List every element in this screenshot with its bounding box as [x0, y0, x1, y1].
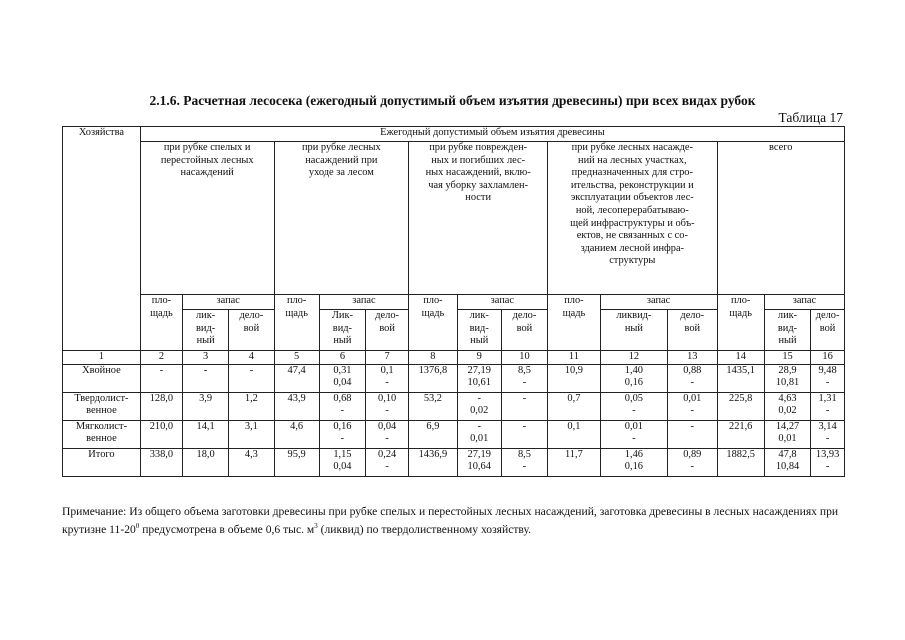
- column-number: 10: [501, 351, 547, 365]
- cell-line: ный: [333, 335, 352, 347]
- cell-line: 0,16: [624, 377, 643, 389]
- data-cell: [764, 392, 810, 420]
- cell-line: всего: [769, 142, 793, 153]
- category-header-2: [274, 142, 409, 295]
- cell-line: Хвойное: [82, 364, 121, 376]
- data-cell: [668, 364, 717, 392]
- cell-line: 18,0: [196, 448, 215, 460]
- stock-header-3: запас: [457, 295, 548, 310]
- cell-line: 128,0: [149, 392, 174, 404]
- cell-line: 0,04: [333, 377, 352, 389]
- data-cell: [409, 448, 457, 476]
- column-number: 5: [274, 351, 319, 365]
- cell-line: 0,68: [333, 392, 352, 404]
- footnote-text-2: предусмотрена в объеме 0,6 тыс. м: [139, 522, 315, 536]
- cell-line: при рубке спелых и: [163, 142, 251, 153]
- data-cell: [409, 420, 457, 448]
- cell-line: 3,14: [818, 420, 837, 432]
- data-cell: [182, 448, 228, 476]
- header-row-area-stock: [63, 295, 845, 310]
- data-cell: [140, 392, 182, 420]
- cell-line: 0,05: [624, 392, 643, 404]
- stock-header-1: запас: [182, 295, 274, 310]
- cell-line: Твердолист-: [74, 392, 129, 404]
- footnote-text-1: Примечание: Из общего объема заготовки древесины при рубке спелых и перестойных лесных насаждений, заготовка древесины в лесных насаждениях при крутизне 11-20: [62, 505, 839, 536]
- cell-line: 1,46: [624, 448, 643, 460]
- data-cell: [274, 420, 319, 448]
- cell-line: 0,02: [470, 405, 489, 417]
- data-cell: [668, 420, 717, 448]
- data-cell: [717, 364, 764, 392]
- column-number: 11: [548, 351, 601, 365]
- cell-line: ний на лесных участках,: [578, 154, 687, 166]
- data-cell: [182, 364, 228, 392]
- cell-line: ный: [624, 322, 643, 334]
- cell-line: 6,9: [426, 420, 440, 432]
- cell-line: -: [340, 405, 345, 417]
- cell-line: 0,88: [683, 364, 702, 376]
- data-cell: [274, 364, 319, 392]
- data-cell: [140, 420, 182, 448]
- cell-line: пло-: [730, 295, 751, 306]
- data-cell: [182, 420, 228, 448]
- cell-line: щадь: [562, 307, 586, 319]
- cell-line: -: [477, 392, 481, 404]
- data-cell: [811, 364, 845, 392]
- cell-line: уходе за лесом: [308, 167, 374, 179]
- table-footnote: [62, 504, 852, 537]
- data-cell: [717, 392, 764, 420]
- data-cell: [457, 392, 501, 420]
- data-cell: [366, 392, 409, 420]
- cell-line: предназначенных для стро-: [571, 167, 693, 179]
- header-row-categories: [63, 142, 845, 295]
- cell-line: вид-: [196, 322, 216, 334]
- data-cell: [457, 420, 501, 448]
- data-cell: [548, 420, 601, 448]
- cell-line: лик-: [195, 310, 216, 321]
- data-cell: [501, 420, 547, 448]
- category-header-3: [409, 142, 548, 295]
- cell-line: 0,1: [380, 364, 394, 376]
- cell-line: 10,64: [467, 461, 491, 473]
- liquid-header-1: [182, 310, 228, 351]
- cell-line: пло-: [423, 295, 443, 306]
- column-number: 2: [140, 351, 182, 365]
- cell-line: ектов, не связанных с со-: [576, 230, 688, 242]
- cell-line: 0,89: [683, 448, 702, 460]
- data-cell: [366, 364, 409, 392]
- cell-line: 14,27: [775, 420, 800, 432]
- data-cell: [319, 448, 365, 476]
- cell-line: -: [385, 405, 389, 417]
- data-cell: [501, 448, 547, 476]
- cell-line: 11,7: [565, 448, 583, 460]
- data-cell: [600, 392, 667, 420]
- table-row: [63, 448, 845, 476]
- table-row: [63, 420, 845, 448]
- row-label: [63, 448, 141, 476]
- cell-line: чая уборку захламлен-: [428, 179, 529, 191]
- cell-line: -: [522, 377, 527, 389]
- cell-line: структуры: [609, 255, 656, 267]
- table-row: [63, 392, 845, 420]
- data-cell: [717, 448, 764, 476]
- area-header-2: [274, 295, 319, 351]
- column-number: 1: [63, 351, 141, 365]
- data-cell: [764, 420, 810, 448]
- cell-line: дело-: [239, 310, 264, 321]
- cell-line: 0,24: [378, 448, 397, 460]
- data-cell: [140, 364, 182, 392]
- row-label: [63, 392, 141, 420]
- cell-line: -: [825, 377, 830, 389]
- cell-line: 221,6: [729, 420, 753, 432]
- data-cell: [600, 364, 667, 392]
- data-cell: [229, 364, 274, 392]
- cell-line: -: [690, 461, 695, 473]
- cell-line: щей инфраструктуры и объ-: [570, 217, 695, 229]
- cell-line: 0,01: [683, 392, 702, 404]
- cell-line: 13,93: [815, 448, 840, 460]
- data-cell: [409, 392, 457, 420]
- cell-line: 4,63: [778, 392, 797, 404]
- cell-line: вид-: [777, 322, 798, 334]
- cell-line: ный: [778, 335, 797, 347]
- cell-line: дело-: [680, 310, 705, 321]
- cell-line: вид-: [469, 322, 489, 334]
- cell-line: ный: [470, 335, 489, 347]
- column-number: 16: [811, 351, 845, 365]
- cell-line: -: [522, 420, 527, 432]
- commercial-header-4: [668, 310, 717, 351]
- cell-line: -: [825, 433, 830, 445]
- cell-line: лик-: [469, 310, 489, 321]
- header-main: Ежегодный допустимый объем изъятия древесины: [140, 127, 844, 142]
- data-cell: [668, 392, 717, 420]
- cell-line: -: [632, 405, 636, 417]
- column-number: 4: [229, 351, 274, 365]
- cell-line: 28,9: [778, 364, 797, 376]
- cell-line: 1435,1: [726, 364, 755, 376]
- data-cell: [548, 392, 601, 420]
- cell-line: насаждений: [180, 167, 234, 179]
- column-number: 9: [457, 351, 501, 365]
- cell-line: пло-: [564, 295, 584, 306]
- data-cell: [140, 448, 182, 476]
- cell-line: зданием лесной инфра-: [580, 242, 685, 254]
- liquid-header-3: [457, 310, 501, 351]
- data-cell: [764, 364, 810, 392]
- commercial-header-3: [501, 310, 547, 351]
- cell-line: 8,5: [517, 364, 531, 376]
- cell-line: дело-: [375, 310, 399, 321]
- cell-line: 47,4: [287, 364, 306, 376]
- cell-line: -: [690, 377, 695, 389]
- cell-line: при рубке поврежден-: [429, 142, 528, 153]
- cell-line: щадь: [729, 307, 753, 319]
- data-cell: [717, 420, 764, 448]
- cell-line: пло-: [151, 295, 172, 306]
- commercial-header-2: [366, 310, 409, 351]
- cell-line: 0,04: [378, 420, 397, 432]
- cell-line: 210,0: [149, 420, 174, 432]
- data-cell: [409, 364, 457, 392]
- cell-line: 4,6: [290, 420, 304, 432]
- stock-header-5: запас: [764, 295, 844, 310]
- data-cell: [501, 392, 547, 420]
- cell-line: -: [632, 433, 636, 445]
- cell-line: -: [385, 377, 389, 389]
- footnote-degree-sup: 0: [135, 522, 140, 530]
- cell-line: 3,9: [199, 392, 213, 404]
- cell-line: Лик-: [331, 310, 353, 321]
- column-number: 7: [366, 351, 409, 365]
- category-header-4: [548, 142, 717, 295]
- data-cell: [366, 448, 409, 476]
- cell-line: 0,1: [567, 420, 581, 432]
- column-number: 14: [717, 351, 764, 365]
- cell-line: вой: [379, 322, 395, 334]
- cell-line: эксплуатации объектов лес-: [570, 192, 694, 204]
- cell-line: 0,04: [333, 461, 352, 473]
- section-title: 2.1.6. Расчетная лесосека (ежегодный допустимый объем изъятия древесины) при всех видах рубок: [149, 93, 756, 108]
- data-cell: [600, 448, 667, 476]
- cell-line: 1882,5: [726, 448, 755, 460]
- cell-line: 1,31: [818, 392, 837, 404]
- cell-line: -: [385, 461, 389, 473]
- cell-line: 0,01: [624, 420, 643, 432]
- row-label: [63, 420, 141, 448]
- data-cell: [319, 364, 365, 392]
- cell-line: -: [159, 364, 164, 376]
- liquid-header-2: [319, 310, 365, 351]
- table-row: [63, 364, 845, 392]
- cell-line: -: [249, 364, 254, 376]
- cell-line: венное: [86, 405, 117, 417]
- cell-line: щадь: [421, 307, 445, 319]
- cell-line: 14,1: [196, 420, 215, 432]
- liquid-header-4: [600, 310, 667, 351]
- data-cell: [182, 392, 228, 420]
- cell-line: щадь: [150, 307, 173, 319]
- data-cell: [668, 448, 717, 476]
- cell-line: -: [385, 433, 389, 445]
- stock-header-2: запас: [319, 295, 408, 310]
- cell-line: 225,8: [729, 392, 753, 404]
- cell-line: щадь: [285, 307, 308, 319]
- cell-line: 10,61: [467, 377, 491, 389]
- cell-line: 0,01: [778, 433, 797, 445]
- cell-line: -: [340, 433, 345, 445]
- cell-line: -: [690, 405, 695, 417]
- data-cell: [764, 448, 810, 476]
- cell-line: 8,5: [517, 448, 531, 460]
- cell-line: 1,15: [333, 448, 352, 460]
- footnote-cubic-sup: 3: [314, 522, 318, 530]
- cell-line: ительства, реконструкции и: [570, 179, 694, 191]
- column-number: 3: [182, 351, 228, 365]
- cell-line: 27,19: [467, 364, 491, 376]
- cell-line: ный: [196, 335, 215, 347]
- category-header-1: [140, 142, 274, 295]
- data-cell: [811, 392, 845, 420]
- column-number: 15: [764, 351, 810, 365]
- data-cell: [274, 392, 319, 420]
- column-number: 8: [409, 351, 457, 365]
- cell-line: 10,81: [775, 377, 800, 389]
- cell-line: -: [203, 364, 208, 376]
- cell-line: 1376,8: [418, 364, 448, 376]
- data-cell: [548, 448, 601, 476]
- table-number-label: Таблица 17: [778, 110, 843, 125]
- column-number: 13: [668, 351, 717, 365]
- cell-line: Итого: [88, 448, 115, 460]
- cell-line: 95,9: [287, 448, 306, 460]
- data-cell: [548, 364, 601, 392]
- cell-line: 0,02: [778, 405, 797, 417]
- data-cell: [811, 448, 845, 476]
- cell-line: дело-: [815, 310, 840, 321]
- cell-line: вой: [516, 322, 533, 334]
- column-number: 12: [600, 351, 667, 365]
- commercial-header-1: [229, 310, 274, 351]
- cell-line: 1436,9: [418, 448, 448, 460]
- data-cell: [229, 392, 274, 420]
- data-cell: [229, 448, 274, 476]
- cell-line: 53,2: [423, 392, 442, 404]
- area-header-5: [717, 295, 764, 351]
- cell-line: лик-: [777, 310, 798, 321]
- cell-line: 1,2: [244, 392, 258, 404]
- cell-line: 4,3: [244, 448, 258, 460]
- cell-line: при рубке лесных насажде-: [571, 142, 693, 153]
- data-cell: [274, 448, 319, 476]
- harvest-volume-table: [62, 126, 845, 477]
- cell-line: 0,10: [378, 392, 397, 404]
- cell-line: 0,7: [567, 392, 581, 404]
- liquid-header-5: [764, 310, 810, 351]
- cell-line: -: [825, 405, 830, 417]
- cell-line: ной, лесоперерабатываю-: [575, 204, 689, 216]
- cell-line: ных насаждений, вклю-: [425, 167, 531, 179]
- cell-line: при рубке лесных: [301, 142, 381, 153]
- category-header-5: [717, 142, 844, 295]
- cell-line: 338,0: [149, 448, 174, 460]
- area-header-1: [140, 295, 182, 351]
- cell-line: вой: [684, 322, 701, 334]
- column-number: 6: [319, 351, 365, 365]
- data-cell: [811, 420, 845, 448]
- cell-line: ности: [465, 192, 492, 204]
- cell-line: вой: [243, 322, 260, 334]
- cell-line: перестойных лесных: [160, 154, 254, 166]
- cell-line: 0,01: [470, 433, 489, 445]
- cell-line: 10,84: [775, 461, 800, 473]
- commercial-header-5: [811, 310, 845, 351]
- data-cell: [319, 420, 365, 448]
- cell-line: вид-: [332, 322, 353, 334]
- data-cell: [457, 448, 501, 476]
- cell-line: насаждений при: [305, 154, 378, 166]
- area-header-4: [548, 295, 601, 351]
- area-header-3: [409, 295, 457, 351]
- cell-line: -: [690, 420, 695, 432]
- cell-line: венное: [86, 433, 117, 445]
- cell-line: 47,8: [778, 448, 797, 460]
- cell-line: 0,31: [333, 364, 352, 376]
- header-row-main: [63, 127, 845, 142]
- row-label: [63, 364, 141, 392]
- data-cell: [229, 420, 274, 448]
- cell-line: 43,9: [287, 392, 306, 404]
- footnote-text-3: (ликвид) по твердолиственному хозяйству.: [317, 522, 532, 536]
- cell-line: 27,19: [467, 448, 491, 460]
- cell-line: ликвид-: [616, 310, 652, 321]
- cell-line: -: [825, 461, 830, 473]
- stock-header-4: запас: [600, 295, 717, 310]
- data-cell: [319, 392, 365, 420]
- cell-line: -: [522, 392, 527, 404]
- cell-line: 3,1: [244, 420, 258, 432]
- cell-line: дело-: [512, 310, 537, 321]
- cell-line: 0,16: [333, 420, 352, 432]
- cell-line: Мягколист-: [75, 420, 128, 432]
- cell-line: 9,48: [818, 364, 837, 376]
- cell-line: 1,40: [624, 364, 643, 376]
- cell-line: пло-: [286, 295, 307, 306]
- data-cell: [457, 364, 501, 392]
- cell-line: 10,9: [564, 364, 583, 376]
- cell-line: ных и погибших лес-: [431, 154, 526, 166]
- cell-line: 0,16: [624, 461, 643, 473]
- cell-line: вой: [819, 322, 836, 334]
- header-row-numbers: [63, 351, 845, 365]
- header-farms: Хозяйства: [63, 127, 141, 351]
- data-cell: [501, 364, 547, 392]
- data-cell: [600, 420, 667, 448]
- data-cell: [366, 420, 409, 448]
- cell-line: -: [522, 461, 527, 473]
- cell-line: -: [477, 420, 481, 432]
